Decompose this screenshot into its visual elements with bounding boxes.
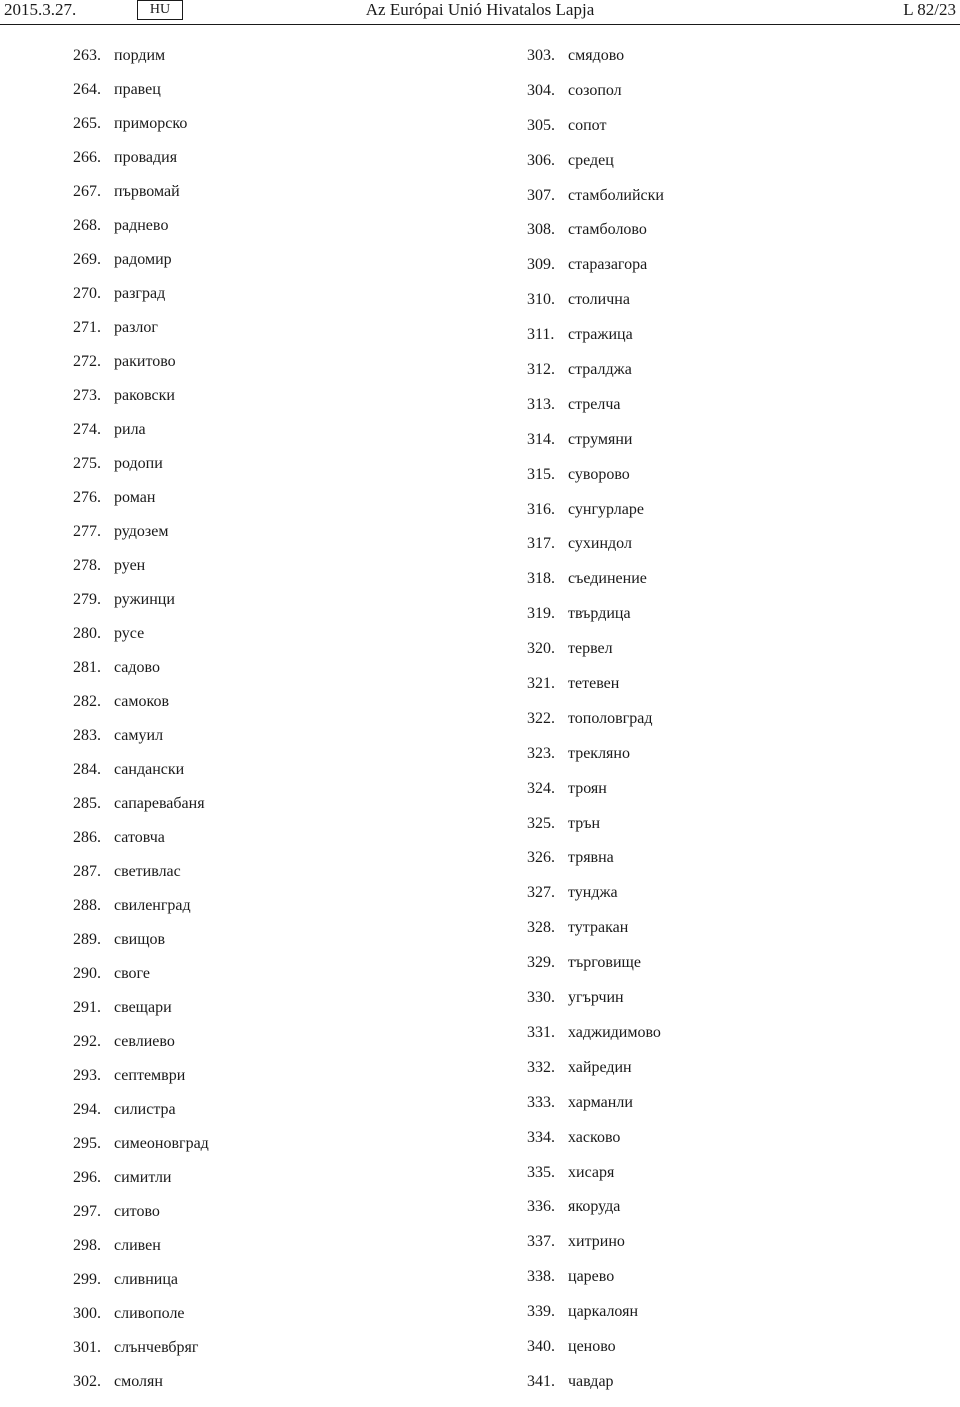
list-item (73, 420, 209, 454)
list-item (527, 848, 664, 883)
municipality-name: хисаря (568, 1163, 615, 1181)
municipality-name: стражица (568, 326, 633, 344)
item-number: 336. (527, 1198, 555, 1216)
list-item (73, 1100, 209, 1134)
list-item (73, 352, 209, 386)
municipality-name: троян (568, 779, 607, 797)
municipality-name: стамболийски (568, 186, 664, 204)
municipality-name: приморско (114, 115, 188, 132)
municipality-name: разград (114, 285, 166, 302)
item-number: 278. (73, 557, 101, 574)
list-item (527, 1337, 664, 1372)
municipality-name: столична (568, 291, 630, 309)
municipality-name: търговище (568, 954, 641, 972)
municipality-name: стамболово (568, 221, 647, 239)
municipality-name: садово (114, 659, 160, 676)
item-number: 268. (73, 217, 101, 234)
list-item (527, 255, 664, 290)
page-header (0, 0, 960, 26)
municipality-name: силистра (114, 1101, 176, 1118)
list-item (527, 325, 664, 360)
municipality-name: свищов (114, 931, 166, 948)
item-number: 341. (527, 1372, 555, 1390)
list-item (527, 360, 664, 395)
municipality-name: хайредин (568, 1058, 632, 1076)
item-number: 264. (73, 81, 101, 98)
list-item (73, 216, 209, 250)
item-number: 334. (527, 1128, 555, 1146)
list-item (73, 80, 209, 114)
item-number: 302. (73, 1373, 101, 1390)
municipality-name: севлиево (114, 1033, 175, 1050)
list-item (73, 794, 209, 828)
item-number: 329. (527, 954, 555, 972)
municipality-name: радомир (114, 251, 172, 268)
list-item (527, 1232, 664, 1267)
municipality-name: провадия (114, 149, 178, 166)
municipality-name: самоков (114, 693, 170, 710)
item-number: 331. (527, 1023, 555, 1041)
item-number: 328. (527, 919, 555, 937)
item-number: 315. (527, 465, 555, 483)
item-number: 320. (527, 640, 555, 658)
item-number: 271. (73, 319, 101, 336)
municipality-name: рудозем (114, 523, 169, 540)
list-item (527, 1267, 664, 1302)
item-number: 313. (527, 395, 555, 413)
journal-title: Az Európai Unió Hivatalos Lapja (365, 0, 595, 19)
list-item (527, 290, 664, 325)
municipality-name: роман (114, 489, 156, 506)
list-item (527, 151, 664, 186)
list-item (527, 883, 664, 918)
item-number: 301. (73, 1339, 101, 1356)
item-number: 335. (527, 1163, 555, 1181)
municipality-name: твърдица (568, 605, 631, 623)
item-number: 304. (527, 81, 555, 99)
list-item (527, 744, 664, 779)
item-number: 266. (73, 149, 101, 166)
item-number: 279. (73, 591, 101, 608)
list-item (73, 1338, 209, 1372)
item-number: 275. (73, 455, 101, 472)
item-number: 310. (527, 291, 555, 309)
municipality-name: хасково (568, 1128, 621, 1146)
list-item (73, 658, 209, 692)
item-number: 287. (73, 863, 101, 880)
item-number: 318. (527, 570, 555, 588)
municipality-name: родопи (114, 455, 163, 472)
municipality-name: ракитово (114, 353, 176, 370)
item-number: 326. (527, 849, 555, 867)
list-item (73, 862, 209, 896)
municipality-name: самуил (114, 727, 164, 744)
list-item (527, 1197, 664, 1232)
item-number: 299. (73, 1271, 101, 1288)
municipality-name: свещари (114, 999, 172, 1016)
list-item (73, 318, 209, 352)
item-number: 281. (73, 659, 101, 676)
municipality-name: тервел (568, 640, 613, 658)
municipality-name: сунгурларе (568, 500, 644, 518)
item-number: 274. (73, 421, 101, 438)
municipality-name: струмяни (568, 430, 633, 448)
item-number: 294. (73, 1101, 101, 1118)
list-item (73, 488, 209, 522)
list-item (527, 1128, 664, 1163)
municipality-name: ценово (568, 1337, 616, 1355)
municipality-name: царево (568, 1268, 615, 1286)
list-item (73, 1168, 209, 1202)
list-item (527, 709, 664, 744)
item-number: 265. (73, 115, 101, 132)
municipality-name: тутракан (568, 919, 629, 937)
municipality-name: сухиндол (568, 535, 632, 553)
list-item (527, 465, 664, 500)
list-item (73, 1304, 209, 1338)
municipality-name: трън (568, 814, 601, 832)
municipality-name: светивлас (114, 863, 181, 880)
item-number: 325. (527, 814, 555, 832)
municipality-name: сатовча (114, 829, 165, 846)
municipality-name: тополовград (568, 709, 653, 727)
list-item (73, 1066, 209, 1100)
item-number: 340. (527, 1337, 555, 1355)
list-item (527, 116, 664, 151)
item-number: 288. (73, 897, 101, 914)
list-item (73, 692, 209, 726)
list-item (527, 953, 664, 988)
list-item (73, 556, 209, 590)
list-item (73, 284, 209, 318)
list-item (527, 46, 664, 81)
municipality-list-right (527, 46, 664, 1407)
item-number: 314. (527, 430, 555, 448)
municipality-name: сопот (568, 116, 607, 134)
list-item (527, 604, 664, 639)
list-item (73, 930, 209, 964)
municipality-name: септември (114, 1067, 186, 1084)
item-number: 298. (73, 1237, 101, 1254)
item-number: 293. (73, 1067, 101, 1084)
list-item (73, 964, 209, 998)
item-number: 283. (73, 727, 101, 744)
list-item (73, 726, 209, 760)
list-item (527, 500, 664, 535)
list-item (73, 998, 209, 1032)
municipality-name: средец (568, 151, 614, 169)
list-item (527, 918, 664, 953)
item-number: 311. (527, 326, 555, 344)
municipality-name: слънчевбряг (114, 1339, 199, 1356)
municipality-name: угърчин (568, 989, 624, 1007)
item-number: 284. (73, 761, 101, 778)
list-item (73, 182, 209, 216)
list-item (527, 639, 664, 674)
item-number: 280. (73, 625, 101, 642)
item-number: 307. (527, 186, 555, 204)
item-number: 267. (73, 183, 101, 200)
item-number: 324. (527, 779, 555, 797)
item-number: 290. (73, 965, 101, 982)
list-item (73, 522, 209, 556)
municipality-name: созопол (568, 81, 622, 99)
item-number: 272. (73, 353, 101, 370)
municipality-name: харманли (568, 1093, 633, 1111)
list-item (527, 81, 664, 116)
municipality-name: смядово (568, 47, 625, 64)
item-number: 305. (527, 116, 555, 134)
page-number: L 82/23 (903, 0, 956, 19)
item-number: 327. (527, 884, 555, 902)
item-number: 285. (73, 795, 101, 812)
municipality-name: сандански (114, 761, 185, 778)
item-number: 312. (527, 361, 555, 379)
list-item (73, 1270, 209, 1304)
item-number: 321. (527, 675, 555, 693)
municipality-name: раковски (114, 387, 175, 404)
municipality-name: руен (114, 557, 146, 574)
municipality-name: радневo (114, 217, 169, 234)
item-number: 296. (73, 1169, 101, 1186)
municipality-name: своге (114, 965, 150, 982)
item-number: 308. (527, 221, 555, 239)
list-item (73, 896, 209, 930)
item-number: 289. (73, 931, 101, 948)
municipality-name: сапаревабаня (114, 795, 205, 812)
municipality-name: тетевен (568, 675, 620, 693)
item-number: 337. (527, 1233, 555, 1251)
list-item (73, 386, 209, 420)
item-number: 333. (527, 1093, 555, 1111)
municipality-name: сливница (114, 1271, 178, 1288)
list-item (527, 1023, 664, 1058)
list-item (73, 454, 209, 488)
item-number: 291. (73, 999, 101, 1016)
list-item (527, 674, 664, 709)
item-number: 303. (527, 47, 555, 64)
list-item (73, 1032, 209, 1066)
list-item (527, 988, 664, 1023)
list-item (527, 1058, 664, 1093)
municipality-name: стралджа (568, 361, 632, 379)
list-item (527, 569, 664, 604)
list-item (73, 46, 209, 80)
item-number: 282. (73, 693, 101, 710)
municipality-name: смолян (114, 1373, 163, 1390)
item-number: 297. (73, 1203, 101, 1220)
municipality-name: правец (114, 81, 161, 98)
municipality-name: трекляно (568, 744, 630, 762)
list-item (73, 250, 209, 284)
municipality-name: суворово (568, 465, 630, 483)
list-item (73, 148, 209, 182)
item-number: 286. (73, 829, 101, 846)
municipality-name: съединение (568, 570, 647, 588)
language-code-box: HU (137, 0, 183, 20)
item-number: 323. (527, 744, 555, 762)
list-item (73, 1372, 209, 1406)
municipality-name: стрелча (568, 395, 621, 413)
list-item (527, 1302, 664, 1337)
item-number: 309. (527, 256, 555, 274)
list-item (527, 186, 664, 221)
municipality-name: якоруда (568, 1198, 621, 1216)
publication-date: 2015.3.27. (4, 0, 77, 19)
item-number: 295. (73, 1135, 101, 1152)
municipality-name: чавдар (568, 1372, 614, 1390)
list-item (527, 1093, 664, 1128)
list-item (527, 534, 664, 569)
list-item (73, 590, 209, 624)
municipality-name: пордим (114, 47, 166, 64)
item-number: 316. (527, 500, 555, 518)
item-number: 338. (527, 1268, 555, 1286)
list-item (73, 624, 209, 658)
municipality-name: русе (114, 625, 145, 642)
list-item (73, 114, 209, 148)
item-number: 319. (527, 605, 555, 623)
item-number: 339. (527, 1303, 555, 1321)
list-item (527, 430, 664, 465)
municipality-name: сливополе (114, 1305, 185, 1322)
header-divider (0, 24, 960, 25)
municipality-name: свиленград (114, 897, 191, 914)
item-number: 277. (73, 523, 101, 540)
list-item (527, 779, 664, 814)
municipality-name: симитли (114, 1169, 172, 1186)
item-number: 292. (73, 1033, 101, 1050)
municipality-name: разлог (114, 319, 158, 336)
item-number: 306. (527, 151, 555, 169)
municipality-name: ружинци (114, 591, 175, 608)
list-item (73, 828, 209, 862)
municipality-name: рила (114, 421, 146, 438)
municipality-name: хаджидимово (568, 1023, 661, 1041)
list-item (527, 395, 664, 430)
municipality-name: тунджа (568, 884, 618, 902)
item-number: 270. (73, 285, 101, 302)
list-item (73, 1236, 209, 1270)
item-number: 276. (73, 489, 101, 506)
list-item (73, 1202, 209, 1236)
municipality-name: сливен (114, 1237, 161, 1254)
list-item (527, 1163, 664, 1198)
item-number: 269. (73, 251, 101, 268)
municipality-name: ситово (114, 1203, 160, 1220)
municipality-name: симеоновград (114, 1135, 209, 1152)
municipality-name: хитрино (568, 1233, 625, 1251)
list-item (527, 1372, 664, 1407)
list-item (527, 814, 664, 849)
item-number: 330. (527, 989, 555, 1007)
item-number: 322. (527, 709, 555, 727)
item-number: 263. (73, 47, 101, 64)
item-number: 273. (73, 387, 101, 404)
item-number: 332. (527, 1058, 555, 1076)
municipality-name: старазагора (568, 256, 648, 274)
list-item (527, 220, 664, 255)
item-number: 317. (527, 535, 555, 553)
municipality-name: първомай (114, 183, 180, 200)
municipality-name: трявна (568, 849, 614, 867)
list-item (73, 1134, 209, 1168)
municipality-name: царкалоян (568, 1303, 639, 1321)
municipality-list-left (73, 46, 209, 1406)
item-number: 300. (73, 1305, 101, 1322)
list-item (73, 760, 209, 794)
